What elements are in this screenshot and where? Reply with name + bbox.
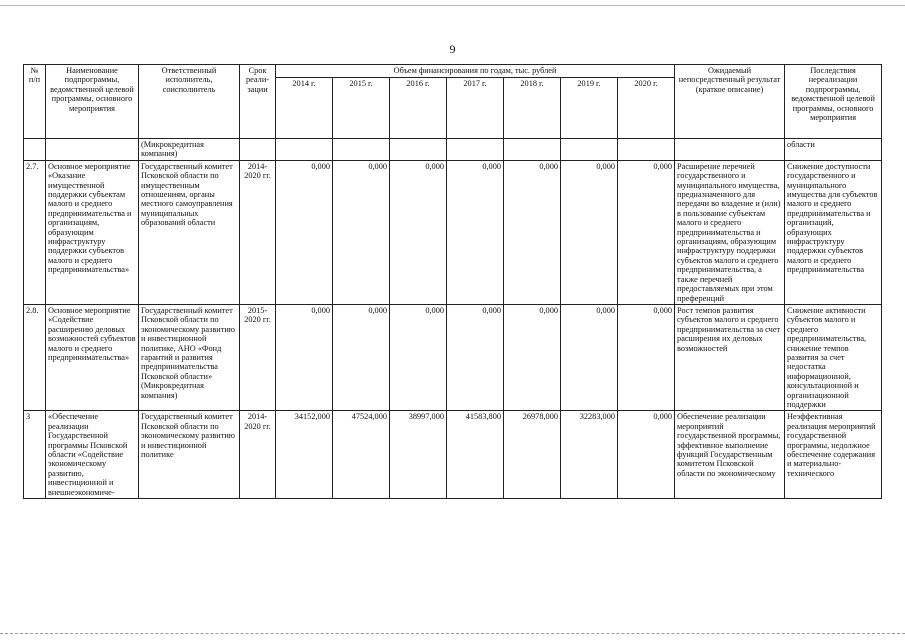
cell	[618, 139, 675, 161]
row-value-2017: 41583,800	[447, 411, 504, 499]
row-result: Обеспечение реализации мероприятий государственной программы, эффективное выполнение функций Государственным комитетом Псковской области по экономическому	[675, 411, 785, 499]
header-term: Срок реали-зации	[240, 65, 276, 139]
row-value-2015: 47524,000	[333, 411, 390, 499]
table-row	[24, 304, 882, 410]
cell	[24, 139, 46, 161]
program-table	[23, 64, 882, 499]
row-value-2016: 0,000	[390, 160, 447, 304]
row-value-2014: 0,000	[276, 160, 333, 304]
year-2016: 2016 г.	[390, 78, 447, 139]
row-executor: Государственный комитет Псковской области по имущественным отношениям, органы местного самоуправления муниципальных образований области	[139, 160, 240, 304]
row-term: 2015-2020 гг.	[240, 304, 276, 410]
row-value-2015: 0,000	[333, 304, 390, 410]
cell	[504, 139, 561, 161]
continuation-row	[24, 139, 882, 161]
row-value-2020: 0,000	[618, 160, 675, 304]
row-name: Основное мероприятие «Содействие расширению деловых возможностей субъектов малого и среднего предпринимательства»	[46, 304, 139, 410]
table-row	[24, 160, 882, 304]
row-consequences: Неэффективная реализация мероприятий государственной программы, недолжное обеспечение содержания и материально-технического	[785, 411, 882, 499]
row-value-2014: 34152,000	[276, 411, 333, 499]
cell	[561, 139, 618, 161]
row-executor: Государственный комитет Псковской области по экономическому развитию и инвестиционной политике, АНО «Фонд гарантий и развития предпринимательства Псковской области» (Микрокредитная компания)	[139, 304, 240, 410]
row-name: Основное мероприятие «Оказание имущественной поддержки субъектам малого и среднего предпринимательства и организациям, образующим инфраструктуру поддержки субъектов малого и среднего предпринимательства»	[46, 160, 139, 304]
row-name: «Обеспечение реализации Государственной программы Псковской области «Содействие экономическому развитию, инвестиционной и внешнеэкономиче-	[46, 411, 139, 499]
year-2014: 2014 г.	[276, 78, 333, 139]
header-num: № п/п	[24, 65, 46, 139]
header-consequences: Последствия нереализации подпрограммы, ведомственной целевой программы, основного мероприятия	[785, 65, 882, 139]
row-consequences: Снижение доступности государственного и муниципального имущества для субъектов малого и среднего предпринимательства и организаций, образующих инфраструктуру поддержки субъектов малого и среднего предпринимательства	[785, 160, 882, 304]
row-executor: Государственный комитет Псковской области по экономическому развитию и инвестиционной политике	[139, 411, 240, 499]
row-value-2017: 0,000	[447, 304, 504, 410]
row-value-2016: 38997,000	[390, 411, 447, 499]
row-result: Расширение перечней государственного и муниципального имущества, предназначенного для передачи во владение и (или) в пользование субъектам малого и среднего предпринимательства и организациям, образующим инфраструктуру поддержки субъектов малого и среднего предпринимательства, а также перечней предоставляемых при этом преференций	[675, 160, 785, 304]
year-2017: 2017 г.	[447, 78, 504, 139]
row-value-2019: 0,000	[561, 160, 618, 304]
header-result: Ожидаемый непосредственный результат (краткое описание)	[675, 65, 785, 139]
row-value-2018: 26978,000	[504, 411, 561, 499]
cell	[46, 139, 139, 161]
year-2020: 2020 г.	[618, 78, 675, 139]
cell	[390, 139, 447, 161]
bottom-rule	[0, 633, 905, 634]
row-value-2020: 0,000	[618, 304, 675, 410]
page-number: 9	[449, 42, 456, 56]
row-result: Рост темпов развития субъектов малого и среднего предпринимательства за счет расширения их деловых возможностей	[675, 304, 785, 410]
row-value-2019: 32283,000	[561, 411, 618, 499]
row-value-2017: 0,000	[447, 160, 504, 304]
row-value-2016: 0,000	[390, 304, 447, 410]
year-2015: 2015 г.	[333, 78, 390, 139]
row-value-2019: 0,000	[561, 304, 618, 410]
row-value-2018: 0,000	[504, 304, 561, 410]
row-num: 2.8.	[24, 304, 46, 410]
header-name: Наименование подпрограммы, ведомственной целевой программы, основного мероприятия	[46, 65, 139, 139]
continuation-consequences: области	[785, 139, 882, 161]
row-value-2015: 0,000	[333, 160, 390, 304]
header-funding: Объем финансирования по годам, тыс. рублей	[276, 65, 675, 78]
header-executor: Ответственный исполнитель, соисполнитель	[139, 65, 240, 139]
row-consequences: Снижение активности субъектов малого и среднего предпринимательства, снижение темпов развития за счет недостатка информационной, консультационной и организационной поддержки	[785, 304, 882, 410]
cell	[675, 139, 785, 161]
row-term: 2014-2020 гг.	[240, 160, 276, 304]
header-row	[24, 65, 882, 78]
row-value-2018: 0,000	[504, 160, 561, 304]
table-row	[24, 411, 882, 499]
row-num: 2.7.	[24, 160, 46, 304]
cell	[447, 139, 504, 161]
continuation-executor: (Микрокредитная компания)	[139, 139, 240, 161]
row-value-2014: 0,000	[276, 304, 333, 410]
year-2018: 2018 г.	[504, 78, 561, 139]
top-rule	[0, 5, 905, 6]
cell	[276, 139, 333, 161]
row-value-2020: 0,000	[618, 411, 675, 499]
row-term: 2014-2020 гг.	[240, 411, 276, 499]
year-2019: 2019 г.	[561, 78, 618, 139]
cell	[333, 139, 390, 161]
row-num: 3	[24, 411, 46, 499]
cell	[240, 139, 276, 161]
